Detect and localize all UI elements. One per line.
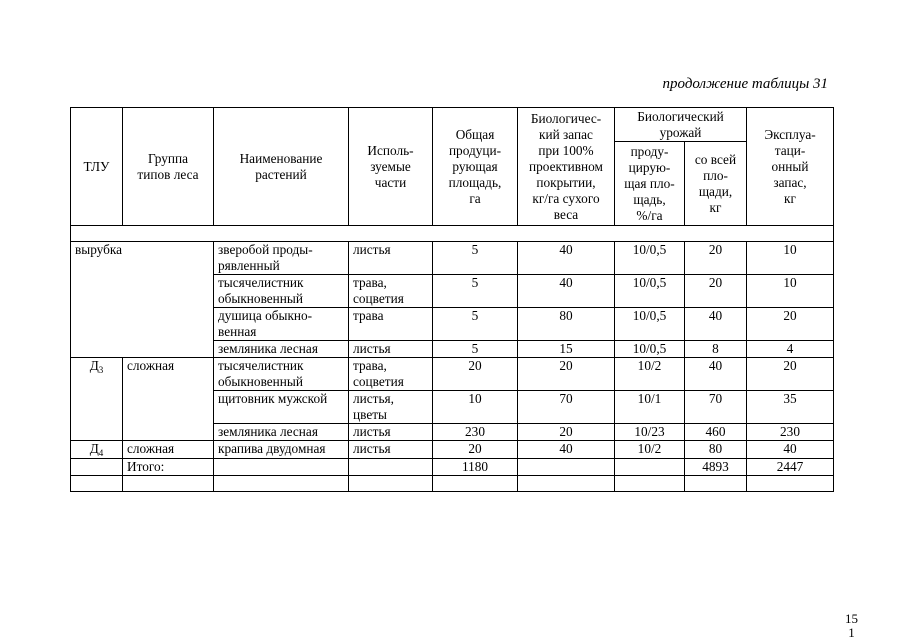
cell-exploit: 230	[747, 424, 834, 441]
cell-exploit: 10	[747, 242, 834, 275]
cell-area: 20	[433, 358, 518, 391]
cell-name: щитовник мужской	[214, 391, 349, 424]
cell-name: крапива двудомная	[214, 441, 349, 459]
cell-harvest-total: 460	[685, 424, 747, 441]
cell-parts: листья	[349, 424, 433, 441]
cell-parts: трава, соцветия	[349, 358, 433, 391]
header-exploit: Эксплуа- таци- онный запас, кг	[747, 108, 834, 226]
cell-area: 5	[433, 341, 518, 358]
cell-name: душица обыкно- венная	[214, 308, 349, 341]
cell-area: 5	[433, 275, 518, 308]
cell-area: 10	[433, 391, 518, 424]
cell-exploit: 10	[747, 275, 834, 308]
header-name: Наименование растений	[214, 108, 349, 226]
table-header	[71, 108, 834, 226]
cell-harvest-total: 40	[685, 308, 747, 341]
cell-stock: 20	[518, 358, 615, 391]
cell-name: зверобой проды- рявленный	[214, 242, 349, 275]
total-label: Итого:	[123, 459, 214, 476]
cell-area: 230	[433, 424, 518, 441]
data-table	[70, 107, 834, 492]
cell-harvest-total: 70	[685, 391, 747, 424]
cell-tlu	[71, 441, 123, 459]
cell-stock: 40	[518, 275, 615, 308]
table-body	[71, 226, 834, 492]
total-empty-cell	[518, 459, 615, 476]
total-exploit: 2447	[747, 459, 834, 476]
cell-harvest-area: 10/1	[615, 391, 685, 424]
cell-tlu: вырубка	[71, 242, 214, 358]
cell-harvest-area: 10/2	[615, 441, 685, 459]
header-bio-harvest-total: со всей пло- щади, кг	[685, 142, 747, 226]
table-row	[71, 242, 834, 275]
cell-stock: 80	[518, 308, 615, 341]
header-area: Общая продуци- рующая площадь, га	[433, 108, 518, 226]
table-row	[71, 358, 834, 391]
cell-harvest-total: 8	[685, 341, 747, 358]
cell-tlu-text: Д	[89, 441, 99, 456]
total-empty-cell	[214, 459, 349, 476]
cell-stock: 20	[518, 424, 615, 441]
spacer-cell	[71, 226, 834, 242]
table-caption: продолжение таблицы 31	[662, 76, 828, 92]
total-empty-cell	[71, 459, 123, 476]
cell-stock: 70	[518, 391, 615, 424]
cell-parts: листья, цветы	[349, 391, 433, 424]
cell-name: земляника лесная	[214, 341, 349, 358]
cell-name: тысячелистник обыкновенный	[214, 358, 349, 391]
cell-tlu-subscript: 4	[98, 448, 104, 458]
cell-exploit: 20	[747, 358, 834, 391]
cell-name: тысячелистник обыкновенный	[214, 275, 349, 308]
cell-exploit: 4	[747, 341, 834, 358]
cell-area: 5	[433, 308, 518, 341]
cell-parts: листья	[349, 441, 433, 459]
cell-harvest-area: 10/0,5	[615, 275, 685, 308]
cell-harvest-total: 40	[685, 358, 747, 391]
table-empty-row	[71, 476, 834, 492]
cell-harvest-area: 10/0,5	[615, 242, 685, 275]
cell-group: сложная	[123, 358, 214, 441]
cell-name: земляника лесная	[214, 424, 349, 441]
cell-tlu-text: Д	[89, 358, 99, 373]
cell-harvest-area: 10/0,5	[615, 308, 685, 341]
cell-stock: 40	[518, 441, 615, 459]
header-bio-harvest: Биологический урожай	[615, 108, 747, 142]
total-harvest-total: 4893	[685, 459, 747, 476]
cell-harvest-area: 10/23	[615, 424, 685, 441]
header-bio-harvest-area: проду- цирую- щая пло- щадь, %/га	[615, 142, 685, 226]
cell-tlu	[71, 358, 123, 441]
table-spacer-row	[71, 226, 834, 242]
empty-cell	[71, 476, 123, 492]
header-bio-stock: Биологичес- кий запас при 100% проективном покрытии, кг/га сухого веса	[518, 108, 615, 226]
total-empty-cell	[615, 459, 685, 476]
cell-parts: трава, соцветия	[349, 275, 433, 308]
cell-harvest-total: 80	[685, 441, 747, 459]
empty-cell	[747, 476, 834, 492]
cell-harvest-total: 20	[685, 275, 747, 308]
cell-exploit: 20	[747, 308, 834, 341]
page-number: 15 1	[845, 611, 858, 640]
cell-harvest-total: 20	[685, 242, 747, 275]
empty-cell	[123, 476, 214, 492]
empty-cell	[685, 476, 747, 492]
header-tlu: ТЛУ	[71, 108, 123, 226]
empty-cell	[518, 476, 615, 492]
cell-harvest-area: 10/2	[615, 358, 685, 391]
cell-exploit: 35	[747, 391, 834, 424]
total-area: 1180	[433, 459, 518, 476]
cell-harvest-area: 10/0,5	[615, 341, 685, 358]
cell-parts: листья	[349, 242, 433, 275]
empty-cell	[615, 476, 685, 492]
cell-area: 5	[433, 242, 518, 275]
empty-cell	[214, 476, 349, 492]
header-parts: Исполь- зуемые части	[349, 108, 433, 226]
empty-cell	[349, 476, 433, 492]
header-group: Группа типов леса	[123, 108, 214, 226]
table-row	[71, 441, 834, 459]
total-empty-cell	[349, 459, 433, 476]
cell-group: сложная	[123, 441, 214, 459]
cell-parts: листья	[349, 341, 433, 358]
cell-stock: 15	[518, 341, 615, 358]
cell-area: 20	[433, 441, 518, 459]
cell-stock: 40	[518, 242, 615, 275]
cell-exploit: 40	[747, 441, 834, 459]
table-total-row	[71, 459, 834, 476]
empty-cell	[433, 476, 518, 492]
cell-tlu-subscript: 3	[98, 365, 104, 375]
cell-parts: трава	[349, 308, 433, 341]
